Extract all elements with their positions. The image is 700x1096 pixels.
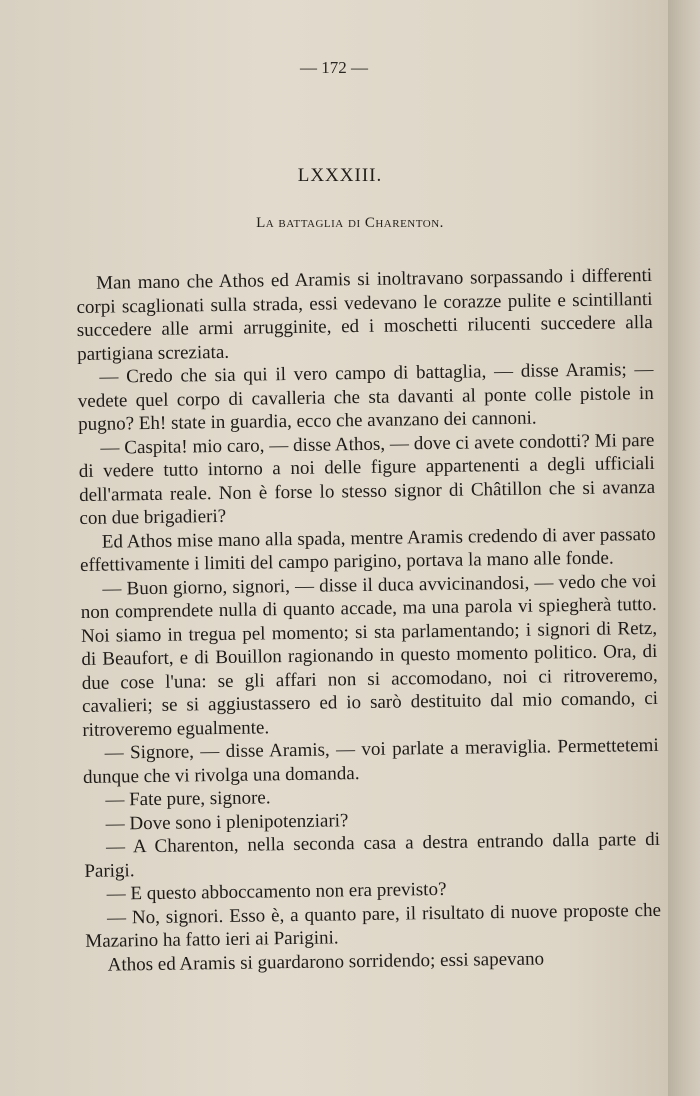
chapter-number: LXXXIII. bbox=[297, 165, 383, 186]
paragraph: — A Charenton, nella seconda casa a destra entrando dalla parte di Parigi. bbox=[84, 828, 661, 882]
paragraph: — Credo che sia qui il vero campo di battaglia, — disse Aramis; — vedete quel corpo di cavalleria che sta davanti al ponte colle pistole in pugno? Eh! state in guardia, ecco che avanzano dei cannoni. bbox=[77, 358, 654, 435]
paragraph: Athos ed Aramis si guardarono sorridendo; essi sapevano bbox=[107, 948, 545, 976]
chapter-title: La battaglia di Charenton. bbox=[256, 215, 444, 231]
paragraph: — E questo abboccamento non era previsto? bbox=[106, 878, 447, 905]
paragraph: — Dove sono i plenipotenziari? bbox=[105, 809, 349, 835]
paragraph: Ed Athos mise mano alla spada, mentre Aramis credendo di aver passato effettivamente i limiti del campo parigino, portava la mano alle fonde. bbox=[79, 523, 656, 576]
paragraph: Man mano che Athos ed Aramis si inoltravano sorpassando i differenti corpi scaglionati sulla strada, essi vedevano le corazze pulite e scintillanti succedere alle armi arrugginite, ed i moschetti rilucenti succedere alla partigiana screziata. bbox=[76, 264, 653, 365]
body-text bbox=[76, 264, 662, 977]
page-number: — 172 — bbox=[300, 58, 368, 77]
paragraph: — Caspita! mio caro, — disse Athos, — dove ci avete condotti? Mi pare di vedere tutto intorno a noi delle figure appartenenti a degli ufficiali dell'armata reale. Non è forse lo stesso signor di Châtillon che si avanza con due brigadieri? bbox=[78, 429, 656, 529]
page-edge bbox=[668, 0, 700, 1096]
paragraph: — Fate pure, signore. bbox=[105, 787, 271, 811]
paragraph: — Buon giorno, signori, — disse il duca avvicinandosi, — vedo che voi non comprendete nulla di quanto accade, ma una parola vi spiegherà tutto. Noi siamo in tregua pel momento; si sta parlamentando; i signori di Retz, di Beaufort, e di Bouillon ragionando in questo momento politico. Ora, di due cose l'una: se gli affari non si accomodano, noi ci ritroveremo, cavalieri; se si aggiustassero ed io sarò destituito dal mio comando, ci ritroveremo egualmente. bbox=[80, 570, 659, 741]
paragraph: — No, signori. Esso è, a quanto pare, il risultato di nuove proposte che Mazarino ha fatto ieri ai Parigini. bbox=[85, 899, 662, 952]
paragraph: — Signore, — disse Aramis, — voi parlate a meraviglia. Permettetemi dunque che vi rivolga una domanda. bbox=[82, 734, 659, 788]
